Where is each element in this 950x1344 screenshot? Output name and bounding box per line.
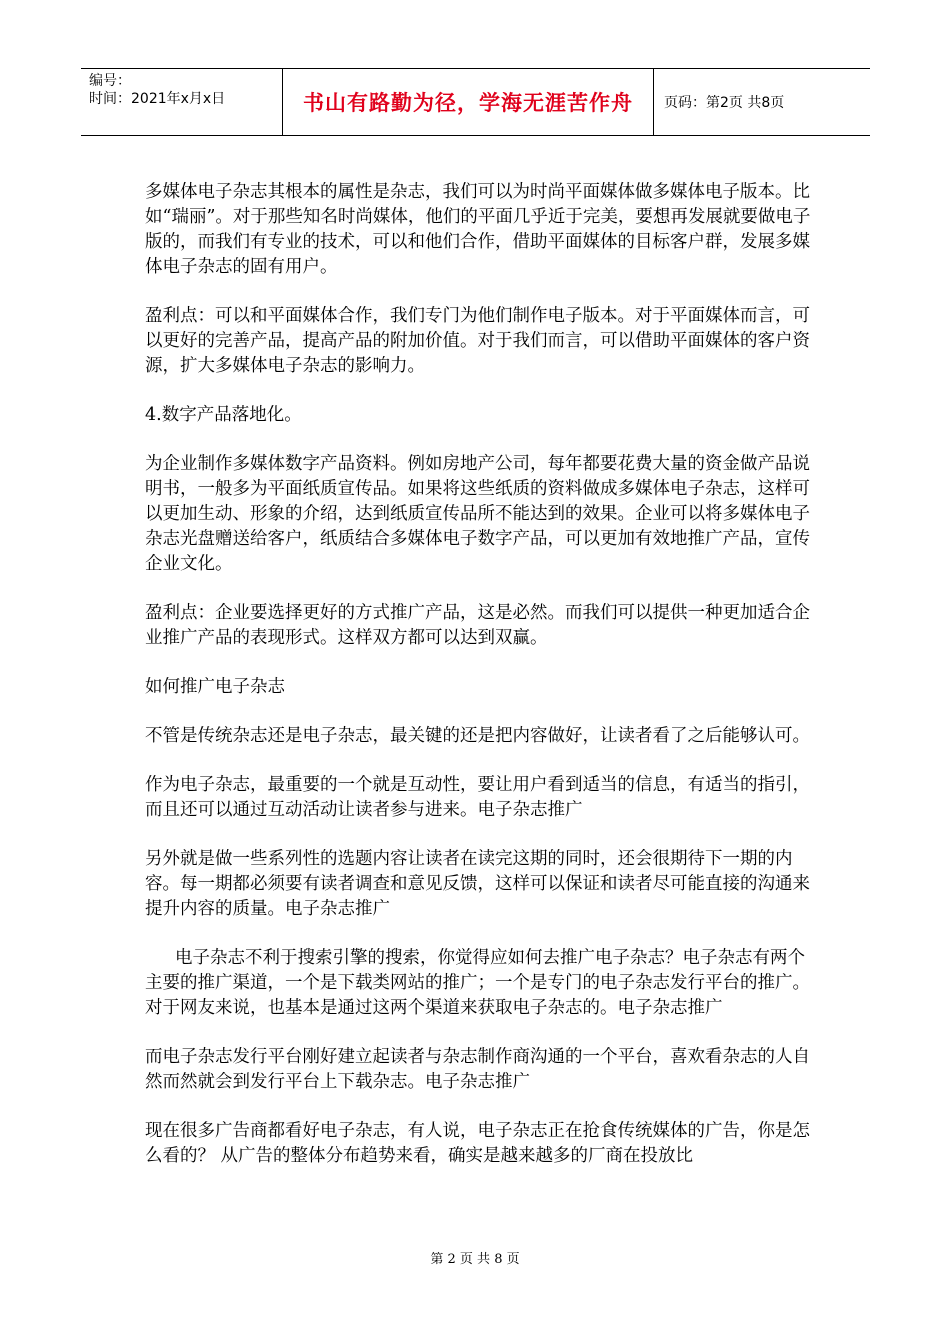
document-body (145, 180, 815, 1193)
page-footer: 第 2 页 共 8 页 (430, 1252, 520, 1267)
paragraph: 盈利点：可以和平面媒体合作，我们专门为他们制作电子版本。对于平面媒体而言，可以更好的完善产品，提高产品的附加价值。对于我们而言，可以借助平面媒体的客户资源，扩大多媒体电子杂志的影响力。 (145, 306, 810, 376)
header-motto: 书山有路勤为径，学海无涯苦作舟 (283, 69, 654, 135)
paragraph: 而电子杂志发行平台刚好建立起读者与杂志制作商沟通的一个平台，喜欢看杂志的人自然而然就会到发行平台上下载杂志。电子杂志推广 (145, 1047, 810, 1092)
paragraph: 不管是传统杂志还是电子杂志，最关键的还是把内容做好，让读者看了之后能够认可。 (145, 726, 810, 746)
number-label: 编号： (89, 73, 131, 89)
document-header (81, 68, 870, 136)
paragraph: 盈利点：企业要选择更好的方式推广产品，这是必然。而我们可以提供一种更加适合企业推广产品的表现形式。这样双方都可以达到双赢。 (145, 603, 810, 648)
section-heading: 如何推广电子杂志 (145, 677, 285, 697)
paragraph: 另外就是做一些系列性的选题内容让读者在读完这期的同时，还会很期待下一期的内容。每一期都必须要有读者调查和意见反馈，这样可以保证和读者尽可能直接的沟通来提升内容的质量。电子杂志推广 (145, 849, 810, 919)
paragraph: 多媒体电子杂志其根本的属性是杂志，我们可以为时尚平面媒体做多媒体电子版本。比如“瑞丽”。对于那些知名时尚媒体，他们的平面几乎近于完美，要想再发展就要做电子版的，而我们有专业的技术，可以和他们合作，借助平面媒体的目标客户群，发展多媒体电子杂志的固有用户。 (145, 182, 811, 277)
time-label: 时间：2021年x月x日 (89, 91, 226, 107)
paragraph: 作为电子杂志，最重要的一个就是互动性，要让用户看到适当的信息，有适当的指引，而且还可以通过互动活动让读者参与进来。电子杂志推广 (145, 775, 810, 820)
header-meta (81, 69, 283, 135)
paragraph: 现在很多广告商都看好电子杂志，有人说，电子杂志正在抢食传统媒体的广告，你是怎么看的？ 从广告的整体分布趋势来看，确实是越来越多的厂商在投放比 (145, 1121, 810, 1166)
section-heading: 4.数字产品落地化。 (145, 405, 302, 425)
header-page-info: 页码：第2页 共8页 (664, 95, 785, 111)
paragraph: 为企业制作多媒体数字产品资料。例如房地产公司，每年都要花费大量的资金做产品说明书，一般多为平面纸质宣传品。如果将这些纸质的资料做成多媒体电子杂志，这样可以更加生动、形象的介绍，达到纸质宣传品所不能达到的效果。企业可以将多媒体电子杂志光盘赠送给客户，纸质结合多媒体电子数字产品，可以更加有效地推广产品，宣传企业文化。 (145, 454, 810, 574)
paragraph: 电子杂志不利于搜索引擎的搜索，你觉得应如何去推广电子杂志？电子杂志有两个主要的推广渠道，一个是下载类网站的推广；一个是专门的电子杂志发行平台的推广。对于网友来说，也基本是通过这两个渠道来获取电子杂志的。电子杂志推广 (145, 948, 810, 1018)
